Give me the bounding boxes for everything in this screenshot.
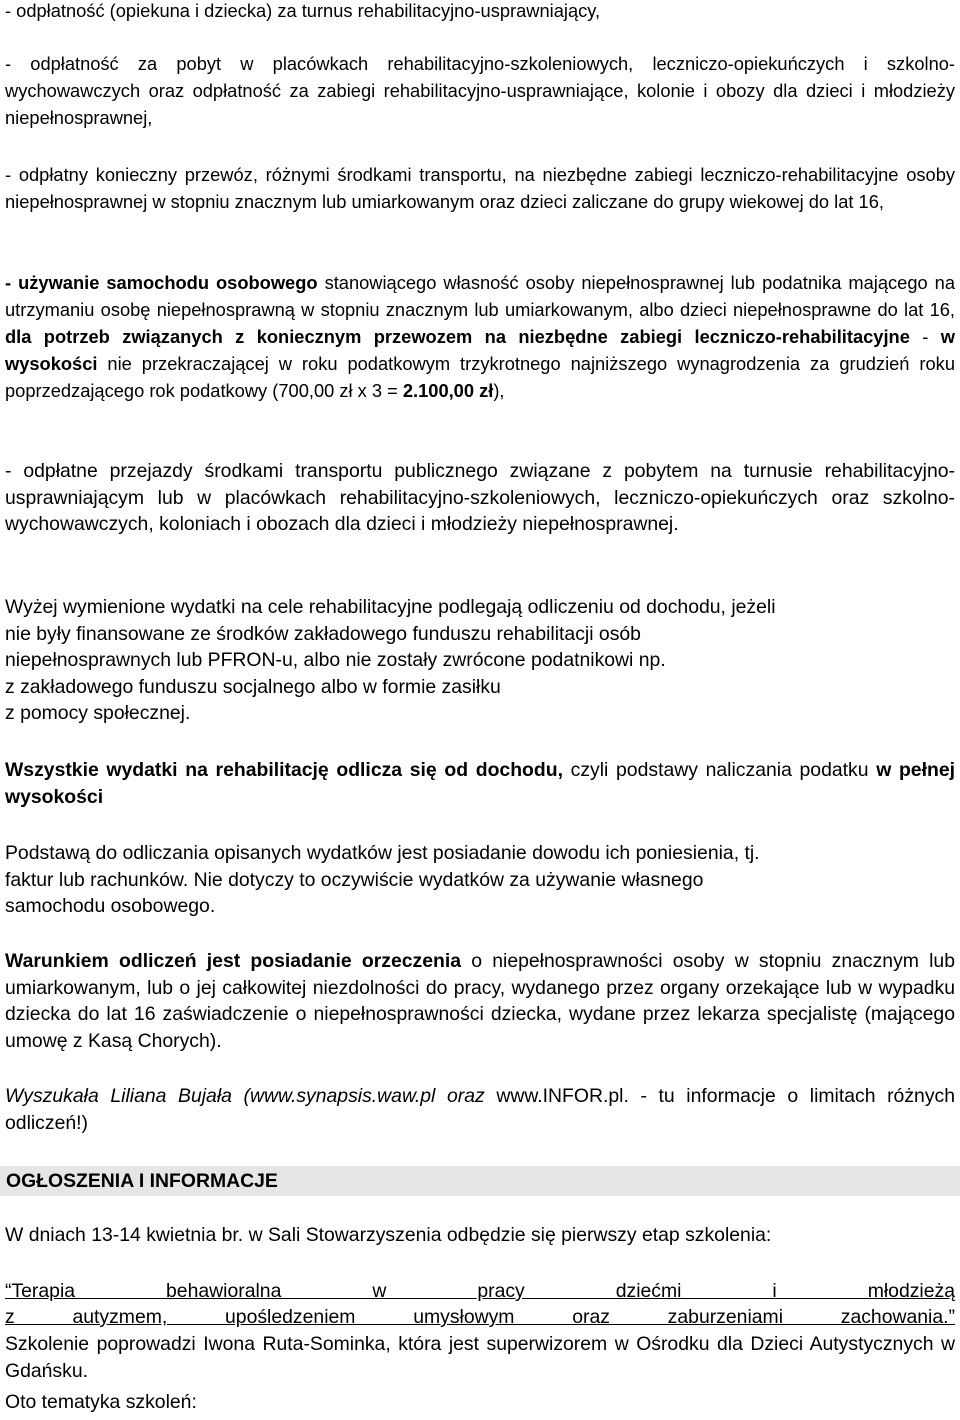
text-line: Wyżej wymienione wydatki na cele rehabilitacyjne podlegają odliczeniu od dochodu, jeżeli — [5, 596, 776, 618]
text-line: z zakładowego funduszu socjalnego albo w formie zasiłku — [5, 675, 501, 698]
text-run: o niepełnosprawności osoby w stopniu znacznym lub umiarkowanym, lub o jej całkowitej niezdolności do pracy, wydanego przez organy orzekające lub w wypadku dziecka do lat 16 zaświadczenie o niepełnosprawności dziecka, wydane przez lekarza specjalistę (mającego umowę z Kasą Chorych). — [5, 950, 955, 1052]
emphasis: Wyszukała Liliana Bujała (www.synapsis.waw.pl oraz — [5, 1085, 485, 1107]
emphasis: w wysokości — [5, 326, 955, 374]
emphasis: Wszystkie wydatki na rehabilitację odlicza się od dochodu, — [5, 759, 563, 781]
paragraph: Oto tematyka szkoleń: — [5, 1391, 197, 1413]
emphasis: w pełnej wysokości — [5, 759, 955, 808]
text-run: stanowiącego własność osoby niepełnosprawnej lub podatnika mającego na utrzymaniu osobę niepełnosprawną w stopniu znacznym lub umiarkowanym, albo dzieci niepełnosprawne do lat 16, — [5, 272, 956, 320]
paragraph: Szkolenie poprowadzi Iwona Ruta-Sominka, która jest superwizorem w Ośrodku dla Dzieci Autystycznych w Gdańsku. — [5, 1333, 955, 1382]
text-line: z pomocy społecznej. — [5, 702, 191, 724]
list-item: - odpłatność (opiekuna i dziecka) za turnus rehabilitacyjno-usprawniający, — [5, 0, 601, 21]
text-run: czyli podstawy naliczania podatku — [562, 759, 877, 781]
quote-line: z autyzmem, upośledzeniem umysłowym oraz zaburzeniami zachowania.” — [5, 1306, 955, 1328]
source-note — [5, 1083, 955, 1136]
paragraph — [5, 948, 955, 1054]
text-line: faktur lub rachunków. Nie dotyczy to oczywiście wydatków za używanie własnego — [5, 868, 704, 891]
list-item — [5, 269, 955, 404]
text-run: ), — [493, 380, 505, 401]
quote-line: “Terapia behawioralna w pracy dziećmi i młodzieżą — [5, 1280, 955, 1302]
text-run: nie przekraczającej w roku podatkowym trzykrotnego najniższego wynagrodzenia za grudzień roku poprzedzającego rok podatkowy (700,00 zł x 3 = — [5, 353, 955, 401]
section-heading-text: OGŁOSZENIA I INFORMACJE — [6, 1170, 278, 1192]
paragraph — [5, 757, 955, 810]
emphasis: - używanie samochodu osobowego — [5, 272, 318, 293]
section-heading — [0, 1166, 960, 1196]
list-item: - odpłatne przejazdy środkami transportu publicznego związane z pobytem na turnusie rehabilitacyjno-usprawniającym lub w placówkach rehabilitacyjno-szkoleniowych, leczniczo-opiekuńczych oraz szkolno-wychowawczych, koloniach i obozach dla dzieci i młodzieży niepełnosprawnej. — [5, 460, 955, 535]
emphasis: dla potrzeb związanych z koniecznym przewozem na niezbędne zabiegi leczniczo-rehabilitacyjne — [5, 326, 910, 347]
list-item: - odpłatność za pobyt w placówkach rehabilitacyjno-szkoleniowych, leczniczo-opiekuńczych i szkolno-wychowawczych oraz odpłatność za zabiegi rehabilitacyjno-usprawniające, kolonie i obozy dla dzieci i młodzieży niepełnosprawnej, — [5, 53, 955, 128]
paragraph — [5, 840, 955, 920]
text-run: - — [909, 326, 941, 347]
text-run: www.INFOR.pl. - tu informacje o limitach różnych odliczeń!) — [5, 1085, 955, 1134]
emphasis: 2.100,00 zł — [402, 380, 494, 401]
text-line: niepełnosprawnych lub PFRON-u, albo nie zostały zwrócone podatnikowi np. — [5, 649, 666, 671]
emphasis: Warunkiem odliczeń jest posiadanie orzeczenia — [5, 950, 462, 972]
text-line: nie były finansowane ze środków zakładowego funduszu rehabilitacji osób — [5, 622, 641, 645]
text-line: samochodu osobowego. — [5, 895, 216, 917]
list-item: - odpłatny konieczny przewóz, różnymi środkami transportu, na niezbędne zabiegi leczniczo-rehabilitacyjne osoby niepełnosprawnej w stopniu znacznym lub umiarkowanym oraz dzieci zaliczane do grupy wiekowej do lat 16, — [5, 164, 955, 212]
text-line: Podstawą do odliczania opisanych wydatków jest posiadanie dowodu ich poniesienia, tj. — [5, 842, 760, 864]
paragraph — [5, 594, 955, 727]
paragraph: W dniach 13-14 kwietnia br. w Sali Stowarzyszenia odbędzie się pierwszy etap szkolenia: — [5, 1224, 772, 1246]
